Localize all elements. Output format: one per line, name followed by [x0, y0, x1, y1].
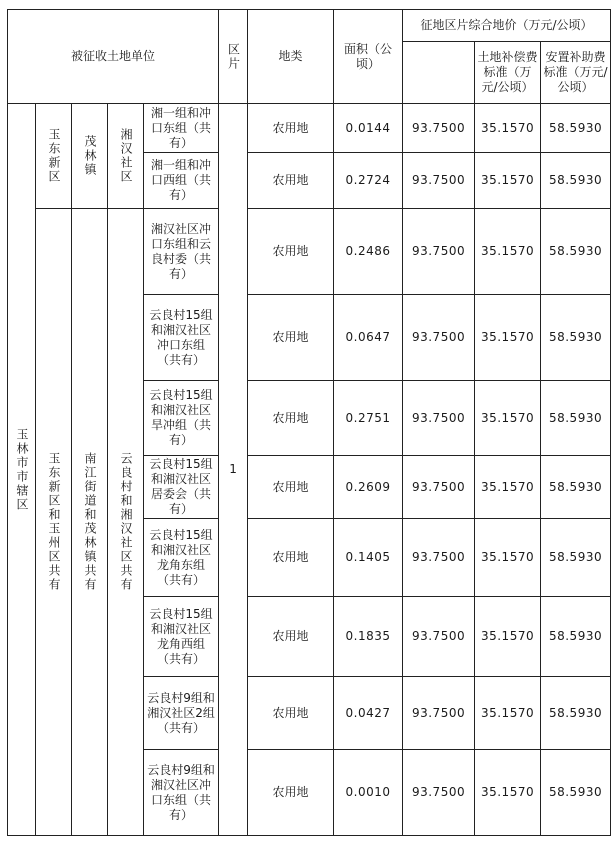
- land-comp-cell: 35.1570: [475, 750, 541, 836]
- price-cell: 93.7500: [403, 104, 475, 153]
- resettle-cell: 58.5930: [541, 597, 611, 677]
- land-comp-cell: 35.1570: [475, 456, 541, 519]
- land-compensation-table: [7, 9, 611, 836]
- header-price-group: 征地区片综合地价（万元/公顷）: [403, 10, 611, 42]
- land-type-cell: 农用地: [248, 456, 334, 519]
- land-type-cell: 农用地: [248, 597, 334, 677]
- header-resettle: 安置补助费标准（万元/公顷）: [541, 42, 611, 104]
- land-comp-cell: 35.1570: [475, 519, 541, 597]
- community-cell-a: 湘汉社区: [108, 104, 144, 209]
- price-cell: 93.7500: [403, 750, 475, 836]
- price-cell: 93.7500: [403, 597, 475, 677]
- resettle-cell: 58.5930: [541, 750, 611, 836]
- resettle-cell: 58.5930: [541, 104, 611, 153]
- zone-cell: 1: [219, 104, 248, 836]
- area-cell: 0.1405: [334, 519, 403, 597]
- price-cell: 93.7500: [403, 677, 475, 750]
- land-comp-cell: 35.1570: [475, 381, 541, 456]
- land-comp-cell: 35.1570: [475, 104, 541, 153]
- header-price: [403, 42, 475, 104]
- resettle-cell: 58.5930: [541, 519, 611, 597]
- land-type-cell: 农用地: [248, 153, 334, 209]
- community-cell-b: 云良村和湘汉社区共有: [108, 209, 144, 836]
- unit-cell: 湘汉社区冲口东组和云良村委（共有）: [144, 209, 219, 295]
- area-cell: 0.2724: [334, 153, 403, 209]
- resettle-cell: 58.5930: [541, 456, 611, 519]
- unit-cell: 云良村15组和湘汉社区龙角东组（共有）: [144, 519, 219, 597]
- area-cell: 0.2609: [334, 456, 403, 519]
- area-cell: 0.2751: [334, 381, 403, 456]
- land-type-cell: 农用地: [248, 677, 334, 750]
- price-cell: 93.7500: [403, 456, 475, 519]
- land-comp-cell: 35.1570: [475, 153, 541, 209]
- land-comp-cell: 35.1570: [475, 677, 541, 750]
- land-type-cell: 农用地: [248, 381, 334, 456]
- resettle-cell: 58.5930: [541, 295, 611, 381]
- resettle-cell: 58.5930: [541, 677, 611, 750]
- header-land-comp: 土地补偿费标准（万元/公顷）: [475, 42, 541, 104]
- resettle-cell: 58.5930: [541, 153, 611, 209]
- land-type-cell: 农用地: [248, 750, 334, 836]
- land-type-cell: 农用地: [248, 519, 334, 597]
- area-cell: 0.1835: [334, 597, 403, 677]
- land-comp-cell: 35.1570: [475, 295, 541, 381]
- unit-cell: 云良村15组和湘汉社区居委会（共有）: [144, 456, 219, 519]
- town-cell-b: 南江街道和茂林镇共有: [72, 209, 108, 836]
- unit-cell: 云良村9组和湘汉社区2组（共有）: [144, 677, 219, 750]
- land-type-cell: 农用地: [248, 295, 334, 381]
- town-cell-a: 茂林镇: [72, 104, 108, 209]
- city-level-cell: 玉林市市辖区: [8, 104, 36, 836]
- price-cell: 93.7500: [403, 519, 475, 597]
- resettle-cell: 58.5930: [541, 381, 611, 456]
- price-cell: 93.7500: [403, 381, 475, 456]
- header-land-type: 地类: [248, 10, 334, 104]
- unit-cell: 云良村15组和湘汉社区冲口东组（共有）: [144, 295, 219, 381]
- header-unit: 被征收土地单位: [8, 10, 219, 104]
- header-area: 面积（公顷）: [334, 10, 403, 104]
- unit-cell: 湘一组和冲口西组（共有）: [144, 153, 219, 209]
- area-cell: 0.0427: [334, 677, 403, 750]
- resettle-cell: 58.5930: [541, 209, 611, 295]
- area-cell: 0.0144: [334, 104, 403, 153]
- land-type-cell: 农用地: [248, 104, 334, 153]
- unit-cell: 云良村9组和湘汉社区冲口东组（共有）: [144, 750, 219, 836]
- land-type-cell: 农用地: [248, 209, 334, 295]
- area-cell: 0.0647: [334, 295, 403, 381]
- district-cell-a: 玉东新区: [36, 104, 72, 209]
- area-cell: 0.0010: [334, 750, 403, 836]
- price-cell: 93.7500: [403, 209, 475, 295]
- price-cell: 93.7500: [403, 153, 475, 209]
- unit-cell: 云良村15组和湘汉社区龙角西组（共有）: [144, 597, 219, 677]
- land-comp-cell: 35.1570: [475, 209, 541, 295]
- district-cell-b: 玉东新区和玉州区共有: [36, 209, 72, 836]
- land-comp-cell: 35.1570: [475, 597, 541, 677]
- price-cell: 93.7500: [403, 295, 475, 381]
- unit-cell: 云良村15组和湘汉社区旱冲组（共有）: [144, 381, 219, 456]
- unit-cell: 湘一组和冲口东组（共有）: [144, 104, 219, 153]
- area-cell: 0.2486: [334, 209, 403, 295]
- header-zone: 区片: [219, 10, 248, 104]
